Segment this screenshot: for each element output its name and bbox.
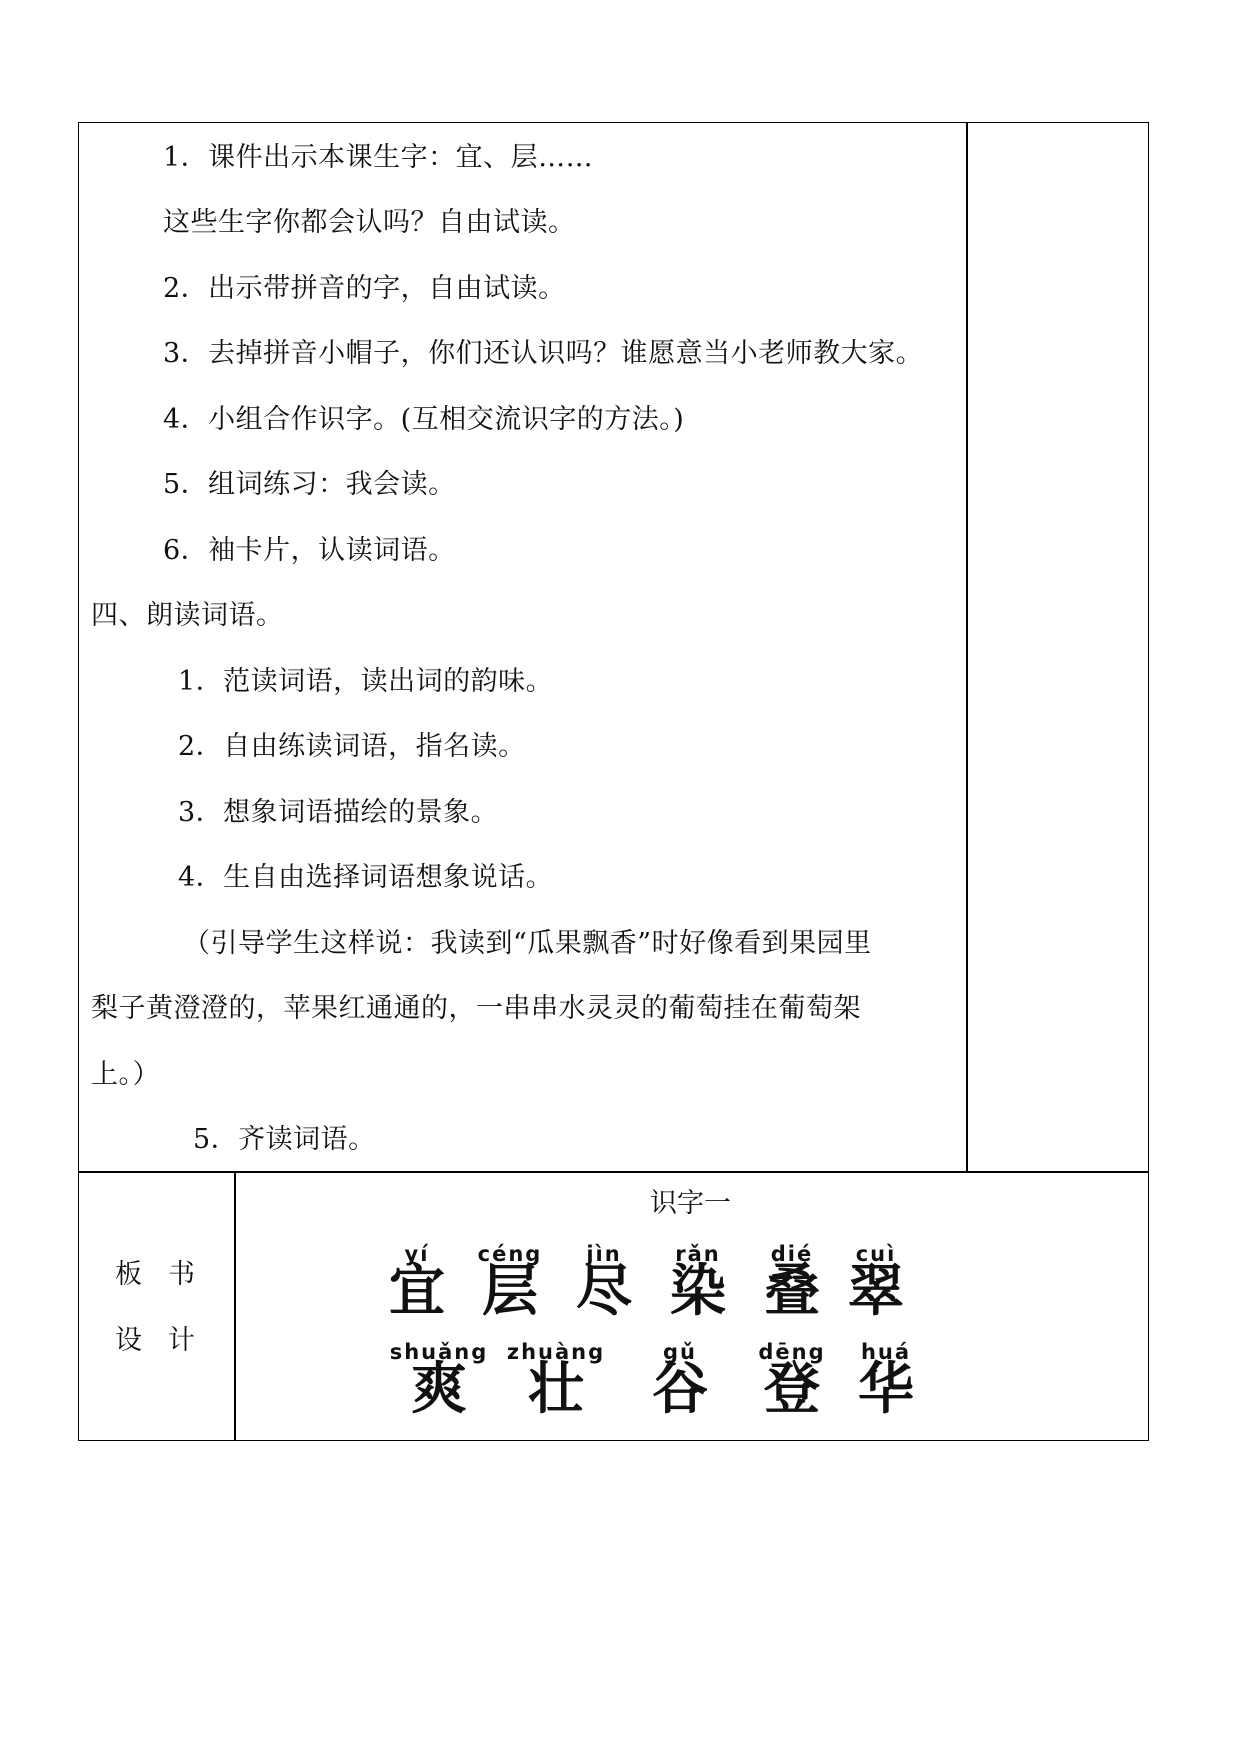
pinyin-label: yí [404,1242,430,1266]
content-line-11: 3．想象词语描绘的景象。 [178,797,499,828]
content-line-3: 2．出示带拼音的字，自由试读。 [163,273,566,304]
section-divider [78,1171,1149,1173]
pinyin-label: gǔ [663,1340,697,1364]
hanzi-character: 翠 [848,1259,904,1324]
content-line-1: 1．课件出示本课生字：宜、层…… [163,142,594,173]
pinyin-label: dié [770,1242,814,1266]
content-line-4: 3．去掉拼音小帽子，你们还认识吗？谁愿意当小老师教大家。 [163,338,924,369]
hanzi-character: 叠 [764,1259,820,1324]
hanzi-character: 层 [482,1259,538,1324]
upper-column-divider [966,122,968,1172]
section-heading: 四、朗读词语。 [91,600,284,631]
pinyin-label: rǎn [675,1242,721,1266]
pinyin-label: huá [860,1340,912,1364]
content-line-10: 2．自由练读词语，指名读。 [178,731,526,762]
hanzi-character: 染 [670,1259,726,1324]
board-label-line2: 设计 [115,1325,221,1356]
content-line-5: 4．小组合作识字。(互相交流识字的方法。) [163,404,685,435]
pinyin-label: cuì [855,1242,897,1266]
board-title: 识字一 [650,1188,731,1219]
content-line-14: 梨子黄澄澄的，苹果红通通的，一串串水灵灵的葡萄挂在葡萄架 [91,993,861,1024]
board-label-divider [234,1171,236,1441]
hanzi-character: 华 [858,1357,914,1422]
board-label-line1: 板书 [115,1259,221,1290]
content-line-13: （引导学生这样说：我读到“瓜果飘香”时好像看到果园里 [183,928,872,959]
content-line-2: 这些生字你都会认吗？自由试读。 [163,207,576,238]
hanzi-character: 爽 [411,1357,467,1422]
hanzi-character: 尽 [576,1259,632,1324]
pinyin-label: dēng [758,1340,826,1364]
pinyin-label: shuǎng [389,1340,489,1364]
pinyin-label: zhuàng [506,1340,606,1364]
content-line-7: 6．袖卡片，认读词语。 [163,535,456,566]
content-line-16: 5．齐读词语。 [193,1124,376,1155]
content-line-9: 1．范读词语，读出词的韵味。 [178,666,554,697]
hanzi-character: 谷 [652,1357,708,1422]
hanzi-character: 壮 [528,1357,584,1422]
content-line-12: 4．生自由选择词语想象说话。 [178,862,554,893]
pinyin-label: jìn [586,1242,622,1266]
pinyin-label: céng [477,1242,543,1266]
hanzi-character: 宜 [389,1259,445,1324]
content-line-6: 5．组词练习：我会读。 [163,469,456,500]
content-line-15: 上。） [91,1059,160,1090]
hanzi-character: 登 [764,1357,820,1422]
